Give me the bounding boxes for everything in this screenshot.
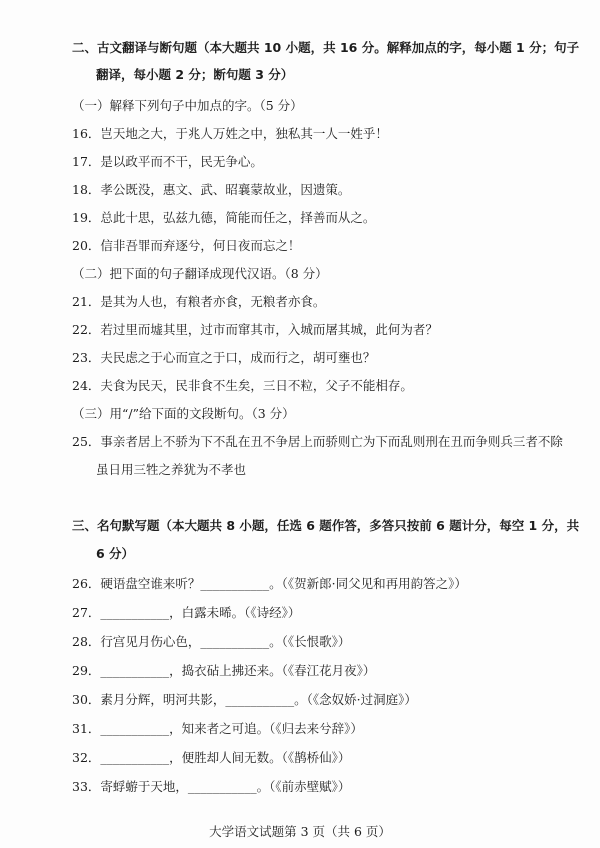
question-32: 32．___________，便胜却人间无数。（《鹊桥仙》） bbox=[72, 750, 351, 765]
section2-title-line2: 翻译，每小题 2 分；断句题 3 分） bbox=[96, 67, 294, 82]
question-29: 29．___________，捣衣砧上拂还来。（《春江花月夜》） bbox=[72, 663, 376, 678]
question-25-line1: 25．事亲者居上不骄为下不乱在丑不争居上而骄则亡为下而乱则刑在丑而争则兵三者不除 bbox=[72, 434, 563, 449]
question-31: 31．___________，知来者之可追。（《归去来兮辞》） bbox=[72, 721, 363, 736]
question-27: 27．___________，白露未晞。（《诗经》） bbox=[72, 605, 301, 620]
section2-title-line1: 二、古文翻译与断句题（本大题共 10 小题，共 16 分。解释加点的字，每小题 1 分；句子 bbox=[72, 40, 580, 55]
section3-title-line2: 6 分） bbox=[96, 546, 135, 561]
question-22: 22．若过里而墟其里，过市而窜其市，入城而屠其城，此何为者？ bbox=[72, 322, 438, 337]
question-20: 20．信非吾罪而弃逐兮，何日夜而忘之！ bbox=[72, 238, 301, 253]
question-25-line2: 虽日用三牲之养犹为不孝也 bbox=[96, 462, 247, 477]
section3-title-line1: 三、名句默写题（本大题共 8 小题，任选 6 题作答，多答只按前 6 题计分，每空 1 分，共 bbox=[72, 518, 580, 533]
question-19: 19．总此十思，弘兹九德，简能而任之，择善而从之。 bbox=[72, 210, 376, 225]
question-21: 21．是其为人也，有粮者亦食，无粮者亦食。 bbox=[72, 294, 326, 309]
question-24: 24．夫食为民天，民非食不生矣，三日不粒，父子不能相存。 bbox=[72, 378, 413, 393]
question-26: 26．硬语盘空谁来听？___________。（《贺新郎·同父见和再用韵答之》） bbox=[72, 576, 467, 591]
question-30: 30．素月分辉，明河共影，___________。（《念奴娇·过洞庭》） bbox=[72, 692, 417, 707]
part1-instruction: （一）解释下列句子中加点的字。（5 分） bbox=[72, 98, 303, 113]
question-16: 16．岂天地之大，于兆人万姓之中，独私其一人一姓乎！ bbox=[72, 126, 388, 141]
question-33: 33．寄蜉蝣于天地，___________。（《前赤壁赋》） bbox=[72, 779, 351, 794]
part2-instruction: （二）把下面的句子翻译成现代汉语。（8 分） bbox=[72, 266, 328, 281]
page-footer: 大学语文试题第 3 页（共 6 页） bbox=[209, 824, 391, 839]
part3-instruction: （三）用“/”给下面的文段断句。（3 分） bbox=[72, 406, 295, 421]
question-23: 23．夫民虑之于心而宣之于口，成而行之，胡可壅也？ bbox=[72, 350, 376, 365]
question-28: 28．行宫见月伤心色，___________。（《长恨歌》） bbox=[72, 634, 351, 649]
question-18: 18．孝公既没，惠文、武、昭襄蒙故业，因遗策。 bbox=[72, 182, 351, 197]
question-17: 17．是以政平而不干，民无争心。 bbox=[72, 154, 263, 169]
